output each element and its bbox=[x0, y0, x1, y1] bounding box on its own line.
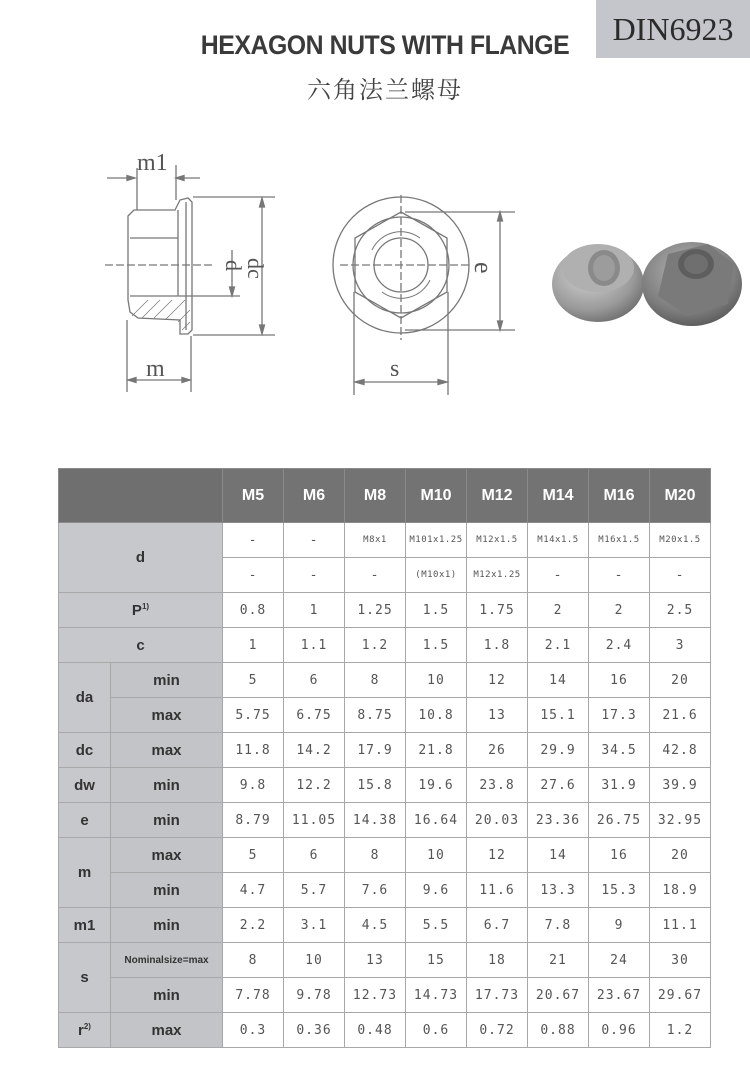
table-cell: 7.78 bbox=[223, 978, 284, 1013]
param-label: s bbox=[59, 943, 111, 1013]
table-cell: 16.64 bbox=[406, 803, 467, 838]
table-cell: 14.2 bbox=[284, 733, 345, 768]
table-cell: M101x1.25 bbox=[406, 523, 467, 558]
m-label: m bbox=[146, 356, 165, 382]
param-label: e bbox=[59, 803, 111, 838]
footnote-marker: 2) bbox=[83, 1021, 91, 1031]
param-qualifier: min bbox=[111, 803, 223, 838]
table-cell: 11.6 bbox=[467, 873, 528, 908]
table-cell: 1 bbox=[223, 628, 284, 663]
table-cell: 15.3 bbox=[589, 873, 650, 908]
table-cell: 1.25 bbox=[345, 593, 406, 628]
table-cell: 0.96 bbox=[589, 1013, 650, 1048]
table-cell: 0.36 bbox=[284, 1013, 345, 1048]
table-row bbox=[59, 803, 711, 838]
column-header: M16 bbox=[589, 469, 650, 523]
table-cell: 10 bbox=[284, 943, 345, 978]
table-cell: 15.1 bbox=[528, 698, 589, 733]
table-cell: 0.88 bbox=[528, 1013, 589, 1048]
table-cell: 1.5 bbox=[406, 628, 467, 663]
param-label: dw bbox=[59, 768, 111, 803]
table-row bbox=[59, 733, 711, 768]
param-qualifier: max bbox=[111, 733, 223, 768]
column-header: M6 bbox=[284, 469, 345, 523]
table-row bbox=[59, 593, 711, 628]
table-cell: 39.9 bbox=[650, 768, 711, 803]
table-cell: 12.2 bbox=[284, 768, 345, 803]
column-header: M10 bbox=[406, 469, 467, 523]
table-cell: 9.78 bbox=[284, 978, 345, 1013]
column-header: M12 bbox=[467, 469, 528, 523]
table-cell: - bbox=[223, 558, 284, 593]
table-cell: 20 bbox=[650, 663, 711, 698]
table-cell: 2.4 bbox=[589, 628, 650, 663]
param-symbol: P bbox=[131, 601, 142, 619]
table-cell: 15 bbox=[406, 943, 467, 978]
table-cell: M14x1.5 bbox=[528, 523, 589, 558]
table-cell: 15.8 bbox=[345, 768, 406, 803]
table-cell: 23.36 bbox=[528, 803, 589, 838]
table-cell: 29.9 bbox=[528, 733, 589, 768]
table-cell: 6.75 bbox=[284, 698, 345, 733]
param-qualifier: min bbox=[111, 978, 223, 1013]
table-cell: M20x1.5 bbox=[650, 523, 711, 558]
table-row bbox=[59, 873, 711, 908]
table-cell: - bbox=[528, 558, 589, 593]
table-cell: 5.7 bbox=[284, 873, 345, 908]
param-qualifier: max bbox=[111, 698, 223, 733]
table-cell: 3 bbox=[650, 628, 711, 663]
s-label: s bbox=[390, 356, 400, 382]
table-cell: M16x1.5 bbox=[589, 523, 650, 558]
table-cell: 11.1 bbox=[650, 908, 711, 943]
column-header: M5 bbox=[223, 469, 284, 523]
table-cell: 13 bbox=[467, 698, 528, 733]
table-cell: 1.5 bbox=[406, 593, 467, 628]
table-cell: 1.75 bbox=[467, 593, 528, 628]
m1-label: m1 bbox=[137, 150, 168, 176]
table-cell: 4.7 bbox=[223, 873, 284, 908]
table-cell: 13.3 bbox=[528, 873, 589, 908]
page-subtitle-chinese: 六角法兰螺母 bbox=[307, 76, 463, 104]
table-cell: 26.75 bbox=[589, 803, 650, 838]
table-cell: 23.67 bbox=[589, 978, 650, 1013]
param-qualifier: max bbox=[111, 838, 223, 873]
table-cell: 8 bbox=[223, 943, 284, 978]
table-row bbox=[59, 663, 711, 698]
table-cell: 11.05 bbox=[284, 803, 345, 838]
table-row bbox=[59, 698, 711, 733]
table-cell: 8 bbox=[345, 663, 406, 698]
table-cell: 17.3 bbox=[589, 698, 650, 733]
table-row bbox=[59, 838, 711, 873]
param-label: c bbox=[59, 628, 223, 663]
table-cell: - bbox=[284, 558, 345, 593]
table-cell: 17.9 bbox=[345, 733, 406, 768]
table-cell: 0.6 bbox=[406, 1013, 467, 1048]
table-cell: 1.8 bbox=[467, 628, 528, 663]
table-cell: 18.9 bbox=[650, 873, 711, 908]
table-cell: 27.6 bbox=[528, 768, 589, 803]
table-cell: 10 bbox=[406, 838, 467, 873]
table-row bbox=[59, 628, 711, 663]
table-cell: 4.5 bbox=[345, 908, 406, 943]
side-view-drawing bbox=[95, 140, 295, 400]
table-cell: 21.8 bbox=[406, 733, 467, 768]
table-cell: 20.67 bbox=[528, 978, 589, 1013]
table-cell: 16 bbox=[589, 838, 650, 873]
table-cell: 14.38 bbox=[345, 803, 406, 838]
table-row bbox=[59, 943, 711, 978]
table-cell: 21 bbox=[528, 943, 589, 978]
table-cell: M8x1 bbox=[345, 523, 406, 558]
param-qualifier: min bbox=[111, 768, 223, 803]
table-cell: 32.95 bbox=[650, 803, 711, 838]
table-row bbox=[59, 908, 711, 943]
table-cell: 12 bbox=[467, 663, 528, 698]
table-cell: 42.8 bbox=[650, 733, 711, 768]
table-cell: - bbox=[223, 523, 284, 558]
table-cell: 2 bbox=[528, 593, 589, 628]
table-cell: 14 bbox=[528, 838, 589, 873]
table-cell: 16 bbox=[589, 663, 650, 698]
table-cell: 7.8 bbox=[528, 908, 589, 943]
table-cell: 8.75 bbox=[345, 698, 406, 733]
page-title: HEXAGON NUTS WITH FLANGE bbox=[200, 30, 570, 60]
table-cell: 2.5 bbox=[650, 593, 711, 628]
param-label bbox=[59, 593, 223, 628]
table-cell: 6 bbox=[284, 663, 345, 698]
d-label: d bbox=[221, 260, 246, 271]
table-cell: 1.1 bbox=[284, 628, 345, 663]
table-cell: 24 bbox=[589, 943, 650, 978]
table-cell: 6 bbox=[284, 838, 345, 873]
e-label: e bbox=[469, 262, 498, 274]
table-cell: 30 bbox=[650, 943, 711, 978]
table-cell: 18 bbox=[467, 943, 528, 978]
dimensions-table bbox=[58, 468, 711, 1048]
table-cell: 1.2 bbox=[650, 1013, 711, 1048]
param-symbol: r bbox=[78, 1021, 84, 1039]
table-cell: 13 bbox=[345, 943, 406, 978]
param-label: m1 bbox=[59, 908, 111, 943]
table-cell: 20 bbox=[650, 838, 711, 873]
table-cell: 2.1 bbox=[528, 628, 589, 663]
table-cell: 5.5 bbox=[406, 908, 467, 943]
table-cell: (M10x1) bbox=[406, 558, 467, 593]
param-qualifier: Nominalsize=max bbox=[111, 943, 223, 978]
header-blank-cell bbox=[59, 469, 223, 523]
table-header-row bbox=[59, 469, 711, 523]
param-label bbox=[59, 1013, 111, 1048]
table-cell: 21.6 bbox=[650, 698, 711, 733]
footnote-marker: 1) bbox=[141, 601, 150, 611]
table-cell: 9.8 bbox=[223, 768, 284, 803]
param-qualifier: min bbox=[111, 908, 223, 943]
table-cell: 12.73 bbox=[345, 978, 406, 1013]
table-cell: 11.8 bbox=[223, 733, 284, 768]
table-cell: 5 bbox=[223, 663, 284, 698]
table-cell: 12 bbox=[467, 838, 528, 873]
table-cell: 1 bbox=[284, 593, 345, 628]
table-cell: 14.73 bbox=[406, 978, 467, 1013]
table-cell: 34.5 bbox=[589, 733, 650, 768]
param-label: dc bbox=[59, 733, 111, 768]
table-cell: - bbox=[589, 558, 650, 593]
column-header: M14 bbox=[528, 469, 589, 523]
table-cell: 10 bbox=[406, 663, 467, 698]
param-qualifier: min bbox=[111, 873, 223, 908]
table-cell: 9.6 bbox=[406, 873, 467, 908]
table-cell: 6.7 bbox=[467, 908, 528, 943]
top-view-drawing bbox=[320, 180, 540, 400]
table-cell: 14 bbox=[528, 663, 589, 698]
table-cell: 0.48 bbox=[345, 1013, 406, 1048]
table-cell: 26 bbox=[467, 733, 528, 768]
table-cell: 29.67 bbox=[650, 978, 711, 1013]
table-cell: 2.2 bbox=[223, 908, 284, 943]
table-cell: 0.3 bbox=[223, 1013, 284, 1048]
column-header: M8 bbox=[345, 469, 406, 523]
standard-badge: DIN6923 bbox=[596, 0, 750, 58]
table-row bbox=[59, 1013, 711, 1048]
table-cell: - bbox=[650, 558, 711, 593]
table-cell: 9 bbox=[589, 908, 650, 943]
product-photo-flange-nuts bbox=[548, 224, 744, 336]
param-qualifier: min bbox=[111, 663, 223, 698]
table-cell: 7.6 bbox=[345, 873, 406, 908]
table-cell: 0.8 bbox=[223, 593, 284, 628]
table-row bbox=[59, 978, 711, 1013]
table-cell: - bbox=[345, 558, 406, 593]
table-cell: 1.2 bbox=[345, 628, 406, 663]
table-row bbox=[59, 768, 711, 803]
dc-label: dc bbox=[243, 258, 268, 279]
table-cell: 19.6 bbox=[406, 768, 467, 803]
table-cell: 20.03 bbox=[467, 803, 528, 838]
param-label: da bbox=[59, 663, 111, 733]
table-cell: M12x1.25 bbox=[467, 558, 528, 593]
table-cell: 31.9 bbox=[589, 768, 650, 803]
column-header: M20 bbox=[650, 469, 711, 523]
table-cell: 2 bbox=[589, 593, 650, 628]
table-cell: 8.79 bbox=[223, 803, 284, 838]
table-cell: 17.73 bbox=[467, 978, 528, 1013]
table-cell: - bbox=[284, 523, 345, 558]
table-cell: 0.72 bbox=[467, 1013, 528, 1048]
param-label: d bbox=[59, 523, 223, 593]
table-cell: 23.8 bbox=[467, 768, 528, 803]
table-cell: 10.8 bbox=[406, 698, 467, 733]
table-cell: 8 bbox=[345, 838, 406, 873]
table-row bbox=[59, 523, 711, 558]
table-cell: 5.75 bbox=[223, 698, 284, 733]
param-label: m bbox=[59, 838, 111, 908]
table-cell: M12x1.5 bbox=[467, 523, 528, 558]
param-qualifier: max bbox=[111, 1013, 223, 1048]
table-cell: 3.1 bbox=[284, 908, 345, 943]
table-cell: 5 bbox=[223, 838, 284, 873]
